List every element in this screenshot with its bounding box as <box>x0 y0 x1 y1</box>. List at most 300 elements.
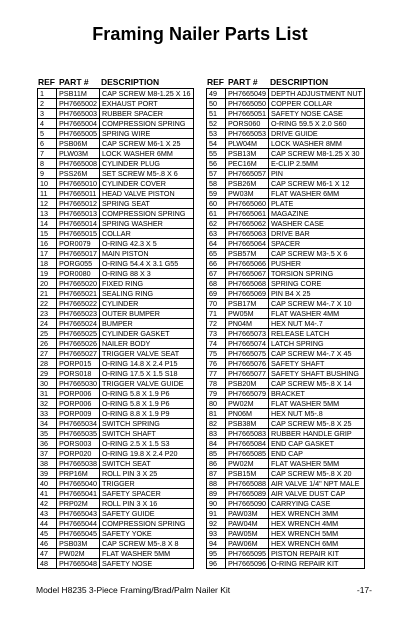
table-row <box>207 559 365 569</box>
ref-cell: 30 <box>38 379 57 389</box>
table-row <box>38 179 194 189</box>
ref-cell: 37 <box>38 449 57 459</box>
part-number-cell: PH7665035 <box>57 429 100 439</box>
ref-cell: 72 <box>207 319 226 329</box>
table-row <box>38 459 194 469</box>
table-row <box>38 209 194 219</box>
table-row <box>207 399 365 409</box>
part-number-cell: PORP015 <box>57 359 100 369</box>
description-cell: SAFETY SHAFT <box>269 359 365 369</box>
ref-cell: 88 <box>207 479 226 489</box>
right-column-headers <box>207 77 328 87</box>
part-number-cell: PH7665012 <box>57 199 100 209</box>
ref-cell: 21 <box>38 289 57 299</box>
table-row <box>38 99 194 109</box>
table-row <box>207 199 365 209</box>
table-row <box>207 269 365 279</box>
part-number-cell: PH7665005 <box>57 129 100 139</box>
description-cell: O-RING 59.5 X 2.0 S60 <box>269 119 365 129</box>
header-description: DESCRIPTION <box>270 77 329 87</box>
table-row <box>38 129 194 139</box>
ref-cell: 40 <box>38 479 57 489</box>
ref-cell: 81 <box>207 409 226 419</box>
part-number-cell: PSB03M <box>57 539 100 549</box>
ref-cell: 29 <box>38 369 57 379</box>
table-row <box>38 419 194 429</box>
description-cell: COMPRESSION SPRING <box>100 209 194 219</box>
part-number-cell: PORG055 <box>57 259 100 269</box>
table-row <box>38 509 194 519</box>
table-row <box>207 499 365 509</box>
description-cell: HEX NUT M5-.8 <box>269 409 365 419</box>
table-row <box>38 359 194 369</box>
part-number-cell: PORS018 <box>57 369 100 379</box>
table-row <box>207 149 365 159</box>
part-number-cell: PH7665024 <box>57 319 100 329</box>
table-row <box>38 539 194 549</box>
description-cell: LOCK WASHER 6MM <box>100 149 194 159</box>
description-cell: SPRING SEAT <box>100 199 194 209</box>
header-ref: REF <box>207 77 224 87</box>
part-number-cell: PH7665030 <box>57 379 100 389</box>
table-row <box>38 89 194 99</box>
table-row <box>207 479 365 489</box>
part-number-cell: PH7665004 <box>57 119 100 129</box>
header-ref: REF <box>38 77 55 87</box>
table-row <box>207 189 365 199</box>
part-number-cell: PH7665011 <box>57 189 100 199</box>
description-cell: CYLINDER PLUG <box>100 159 194 169</box>
part-number-cell: PH7665067 <box>226 269 269 279</box>
ref-cell: 18 <box>38 259 57 269</box>
ref-cell: 27 <box>38 349 57 359</box>
part-number-cell: PH7665027 <box>57 349 100 359</box>
part-number-cell: PH7665048 <box>57 559 100 569</box>
description-cell: BRACKET <box>269 389 365 399</box>
table-row <box>38 189 194 199</box>
ref-cell: 95 <box>207 549 226 559</box>
part-number-cell: PH7665079 <box>226 389 269 399</box>
description-cell: COMPRESSION SPRING <box>100 519 194 529</box>
parts-table-right <box>206 88 365 569</box>
description-cell: HEX WRENCH 3MM <box>269 509 365 519</box>
ref-cell: 26 <box>38 339 57 349</box>
footer-model: Model H8235 3-Piece Framing/Brad/Palm Nailer Kit <box>36 585 231 595</box>
ref-cell: 4 <box>38 119 57 129</box>
description-cell: DEPTH ADJUSTMENT NUT <box>269 89 365 99</box>
description-cell: O-RING 17.5 X 1.5 S18 <box>100 369 194 379</box>
description-cell: LOCK WASHER 8MM <box>269 139 365 149</box>
ref-cell: 68 <box>207 279 226 289</box>
ref-cell: 14 <box>38 219 57 229</box>
part-number-cell: PH7665083 <box>226 429 269 439</box>
ref-cell: 89 <box>207 489 226 499</box>
table-row <box>207 319 365 329</box>
ref-cell: 59 <box>207 189 226 199</box>
ref-cell: 50 <box>207 99 226 109</box>
part-number-cell: PH7665064 <box>226 239 269 249</box>
part-number-cell: PH7665090 <box>226 499 269 509</box>
table-row <box>207 369 365 379</box>
description-cell: AIR VALVE DUST CAP <box>269 489 365 499</box>
table-row <box>207 159 365 169</box>
description-cell: OUTER BUMPER <box>100 309 194 319</box>
description-cell: CAP SCREW M4-.7 X 10 <box>269 299 365 309</box>
page-number: -17- <box>356 585 372 595</box>
ref-cell: 75 <box>207 349 226 359</box>
description-cell: TRIGGER VALVE SEAT <box>100 349 194 359</box>
part-number-cell: PORS003 <box>57 439 100 449</box>
description-cell: SAFETY SPACER <box>100 489 194 499</box>
description-cell: ROLL PIN 3 X 25 <box>100 469 194 479</box>
part-number-cell: PH7665043 <box>57 509 100 519</box>
description-cell: CAP SCREW M5-.8 X 8 <box>100 539 194 549</box>
table-row <box>207 229 365 239</box>
description-cell: MAIN PISTON <box>100 249 194 259</box>
part-number-cell: PAW05M <box>226 529 269 539</box>
description-cell: O-RING 14.8 X 2.4 P15 <box>100 359 194 369</box>
description-cell: BUMPER <box>100 319 194 329</box>
left-column-headers <box>38 77 159 87</box>
ref-cell: 7 <box>38 149 57 159</box>
description-cell: PISTON REPAIR KIT <box>269 549 365 559</box>
ref-cell: 8 <box>38 159 57 169</box>
description-cell: RUBBER SPACER <box>100 109 194 119</box>
table-row <box>207 279 365 289</box>
table-row <box>207 429 365 439</box>
table-row <box>207 179 365 189</box>
ref-cell: 17 <box>38 249 57 259</box>
table-row <box>38 309 194 319</box>
part-number-cell: PORP006 <box>57 389 100 399</box>
part-number-cell: PSB38M <box>226 419 269 429</box>
part-number-cell: PSB17M <box>226 299 269 309</box>
part-number-cell: PW02M <box>226 459 269 469</box>
description-cell: SAFETY NOSE <box>100 559 194 569</box>
ref-cell: 11 <box>38 189 57 199</box>
ref-cell: 25 <box>38 329 57 339</box>
ref-cell: 1 <box>38 89 57 99</box>
ref-cell: 62 <box>207 219 226 229</box>
table-row <box>38 289 194 299</box>
description-cell: PIN <box>269 169 365 179</box>
ref-cell: 54 <box>207 139 226 149</box>
table-row <box>207 139 365 149</box>
part-number-cell: PH7665062 <box>226 219 269 229</box>
table-row <box>38 159 194 169</box>
table-row <box>207 309 365 319</box>
table-row <box>38 249 194 259</box>
table-row <box>38 479 194 489</box>
table-row <box>38 339 194 349</box>
part-number-cell: PW03M <box>226 189 269 199</box>
ref-cell: 56 <box>207 159 226 169</box>
description-cell: O-RING 5.8 X 1.9 P6 <box>100 389 194 399</box>
part-number-cell: PH7665074 <box>226 339 269 349</box>
part-number-cell: PW05M <box>226 309 269 319</box>
description-cell: SAFETY SHAFT BUSHING <box>269 369 365 379</box>
ref-cell: 41 <box>38 489 57 499</box>
part-number-cell: PH7665063 <box>226 229 269 239</box>
part-number-cell: PSS26M <box>57 169 100 179</box>
description-cell: CAP SCREW M8-1.25 X 30 <box>269 149 365 159</box>
part-number-cell: PW02M <box>57 549 100 559</box>
table-row <box>207 389 365 399</box>
description-cell: AIR VALVE 1/4" NPT MALE <box>269 479 365 489</box>
description-cell: O-RING REPAIR KIT <box>269 559 365 569</box>
table-row <box>38 109 194 119</box>
ref-cell: 32 <box>38 399 57 409</box>
description-cell: O-RING 42.3 X 5 <box>100 239 194 249</box>
header-description: DESCRIPTION <box>101 77 160 87</box>
table-row <box>38 279 194 289</box>
table-row <box>38 139 194 149</box>
description-cell: SEALING RING <box>100 289 194 299</box>
table-row <box>38 499 194 509</box>
table-row <box>38 169 194 179</box>
ref-cell: 48 <box>38 559 57 569</box>
part-number-cell: PH7665022 <box>57 299 100 309</box>
description-cell: WASHER CASE <box>269 219 365 229</box>
ref-cell: 6 <box>38 139 57 149</box>
part-number-cell: PLW04M <box>226 139 269 149</box>
ref-cell: 20 <box>38 279 57 289</box>
ref-cell: 61 <box>207 209 226 219</box>
ref-cell: 84 <box>207 439 226 449</box>
ref-cell: 12 <box>38 199 57 209</box>
ref-cell: 57 <box>207 169 226 179</box>
description-cell: CYLINDER COVER <box>100 179 194 189</box>
part-number-cell: PSB20M <box>226 379 269 389</box>
table-row <box>38 469 194 479</box>
part-number-cell: PH7665051 <box>226 109 269 119</box>
description-cell: PUSHER <box>269 259 365 269</box>
description-cell: SPRING WIRE <box>100 129 194 139</box>
description-cell: SWITCH SEAT <box>100 459 194 469</box>
part-number-cell: PH7665088 <box>226 479 269 489</box>
part-number-cell: PORP006 <box>57 399 100 409</box>
ref-cell: 28 <box>38 359 57 369</box>
part-number-cell: PH7665049 <box>226 89 269 99</box>
parts-table-left <box>37 88 194 569</box>
ref-cell: 47 <box>38 549 57 559</box>
ref-cell: 64 <box>207 239 226 249</box>
part-number-cell: PH7665040 <box>57 479 100 489</box>
description-cell: TRIGGER VALVE GUIDE <box>100 379 194 389</box>
ref-cell: 49 <box>207 89 226 99</box>
ref-cell: 38 <box>38 459 57 469</box>
ref-cell: 67 <box>207 269 226 279</box>
description-cell: FLAT WASHER 4MM <box>269 309 365 319</box>
ref-cell: 69 <box>207 289 226 299</box>
ref-cell: 52 <box>207 119 226 129</box>
table-row <box>207 519 365 529</box>
table-row <box>207 99 365 109</box>
description-cell: COPPER COLLAR <box>269 99 365 109</box>
part-number-cell: PH7665075 <box>226 349 269 359</box>
description-cell: DRIVE BAR <box>269 229 365 239</box>
table-row <box>38 559 194 569</box>
part-number-cell: POR0080 <box>57 269 100 279</box>
description-cell: PLATE <box>269 199 365 209</box>
ref-cell: 42 <box>38 499 57 509</box>
ref-cell: 55 <box>207 149 226 159</box>
description-cell: SPRING WASHER <box>100 219 194 229</box>
part-number-cell: PH7665096 <box>226 559 269 569</box>
part-number-cell: PH7665085 <box>226 449 269 459</box>
ref-cell: 82 <box>207 419 226 429</box>
table-row <box>207 289 365 299</box>
part-number-cell: PH7665044 <box>57 519 100 529</box>
description-cell: HEX NUT M4-.7 <box>269 319 365 329</box>
description-cell: SPRING CORE <box>269 279 365 289</box>
part-number-cell: PN04M <box>226 319 269 329</box>
table-row <box>207 409 365 419</box>
part-number-cell: PW02M <box>226 399 269 409</box>
ref-cell: 22 <box>38 299 57 309</box>
page-title: Framing Nailer Parts List <box>92 24 308 44</box>
part-number-cell: PH7665008 <box>57 159 100 169</box>
part-number-cell: PORS060 <box>226 119 269 129</box>
description-cell: HEX WRENCH 5MM <box>269 529 365 539</box>
part-number-cell: PAW06M <box>226 539 269 549</box>
part-number-cell: PSB06M <box>57 139 100 149</box>
description-cell: CAP SCREW M6-1 X 25 <box>100 139 194 149</box>
description-cell: COMPRESSION SPRING <box>100 119 194 129</box>
ref-cell: 66 <box>207 259 226 269</box>
table-row <box>207 219 365 229</box>
part-number-cell: PH7665045 <box>57 529 100 539</box>
part-number-cell: PH7665057 <box>226 169 269 179</box>
table-row <box>207 509 365 519</box>
table-row <box>38 229 194 239</box>
table-row <box>38 489 194 499</box>
ref-cell: 3 <box>38 109 57 119</box>
ref-cell: 94 <box>207 539 226 549</box>
description-cell: CAP SCREW M3-.5 X 6 <box>269 249 365 259</box>
ref-cell: 58 <box>207 179 226 189</box>
part-number-cell: PH7665077 <box>226 369 269 379</box>
table-row <box>38 219 194 229</box>
part-number-cell: PH7665073 <box>226 329 269 339</box>
table-row <box>38 409 194 419</box>
table-row <box>207 119 365 129</box>
table-row <box>207 469 365 479</box>
description-cell: CAP SCREW M8-1.25 X 16 <box>100 89 194 99</box>
table-row <box>207 449 365 459</box>
table-row <box>38 519 194 529</box>
description-cell: O-RING 19.8 X 2.4 P20 <box>100 449 194 459</box>
part-number-cell: PRP16M <box>57 469 100 479</box>
table-row <box>207 249 365 259</box>
part-number-cell: PORP020 <box>57 449 100 459</box>
ref-cell: 79 <box>207 389 226 399</box>
description-cell: O-RING 54.4 X 3.1 G55 <box>100 259 194 269</box>
table-row <box>207 339 365 349</box>
ref-cell: 83 <box>207 429 226 439</box>
part-number-cell: PH7665095 <box>226 549 269 559</box>
description-cell: SWITCH SHAFT <box>100 429 194 439</box>
description-cell: O-RING 5.8 X 1.9 P6 <box>100 399 194 409</box>
table-row <box>207 239 365 249</box>
ref-cell: 9 <box>38 169 57 179</box>
part-number-cell: PH7665061 <box>226 209 269 219</box>
part-number-cell: PH7665014 <box>57 219 100 229</box>
ref-cell: 15 <box>38 229 57 239</box>
table-row <box>207 169 365 179</box>
description-cell: SAFETY GUIDE <box>100 509 194 519</box>
part-number-cell: PH7665076 <box>226 359 269 369</box>
part-number-cell: PN06M <box>226 409 269 419</box>
part-number-cell: PH7665089 <box>226 489 269 499</box>
ref-cell: 78 <box>207 379 226 389</box>
description-cell: SAFETY NOSE CASE <box>269 109 365 119</box>
table-row <box>207 539 365 549</box>
part-number-cell: PSB57M <box>226 249 269 259</box>
description-cell: PIN B4 X 25 <box>269 289 365 299</box>
ref-cell: 51 <box>207 109 226 119</box>
description-cell: RELEASE LATCH <box>269 329 365 339</box>
ref-cell: 90 <box>207 499 226 509</box>
description-cell: LATCH SPRING <box>269 339 365 349</box>
part-number-cell: PH7665002 <box>57 99 100 109</box>
table-row <box>207 89 365 99</box>
description-cell: SPACER <box>269 239 365 249</box>
ref-cell: 43 <box>38 509 57 519</box>
table-row <box>207 459 365 469</box>
ref-cell: 10 <box>38 179 57 189</box>
table-row <box>207 529 365 539</box>
ref-cell: 93 <box>207 529 226 539</box>
part-number-cell: PH7665068 <box>226 279 269 289</box>
ref-cell: 73 <box>207 329 226 339</box>
table-row <box>38 529 194 539</box>
table-row <box>38 149 194 159</box>
table-row <box>38 239 194 249</box>
part-number-cell: PLW03M <box>57 149 100 159</box>
ref-cell: 13 <box>38 209 57 219</box>
ref-cell: 76 <box>207 359 226 369</box>
ref-cell: 16 <box>38 239 57 249</box>
part-number-cell: PAW03M <box>226 509 269 519</box>
description-cell: END CAP <box>269 449 365 459</box>
table-row <box>38 429 194 439</box>
table-row <box>207 329 365 339</box>
part-number-cell: PH7665015 <box>57 229 100 239</box>
ref-cell: 24 <box>38 319 57 329</box>
table-row <box>38 389 194 399</box>
description-cell: CYLINDER GASKET <box>100 329 194 339</box>
part-number-cell: PH7665010 <box>57 179 100 189</box>
table-row <box>207 129 365 139</box>
description-cell: COLLAR <box>100 229 194 239</box>
description-cell: CARRYING CASE <box>269 499 365 509</box>
ref-cell: 44 <box>38 519 57 529</box>
ref-cell: 19 <box>38 269 57 279</box>
table-row <box>207 549 365 559</box>
ref-cell: 87 <box>207 469 226 479</box>
table-row <box>207 489 365 499</box>
ref-cell: 96 <box>207 559 226 569</box>
description-cell: O-RING 88 X 3 <box>100 269 194 279</box>
table-row <box>38 329 194 339</box>
description-cell: TRIGGER <box>100 479 194 489</box>
part-number-cell: PH7665020 <box>57 279 100 289</box>
part-number-cell: PH7665060 <box>226 199 269 209</box>
table-row <box>207 259 365 269</box>
table-row <box>207 359 365 369</box>
part-number-cell: PEC16M <box>226 159 269 169</box>
